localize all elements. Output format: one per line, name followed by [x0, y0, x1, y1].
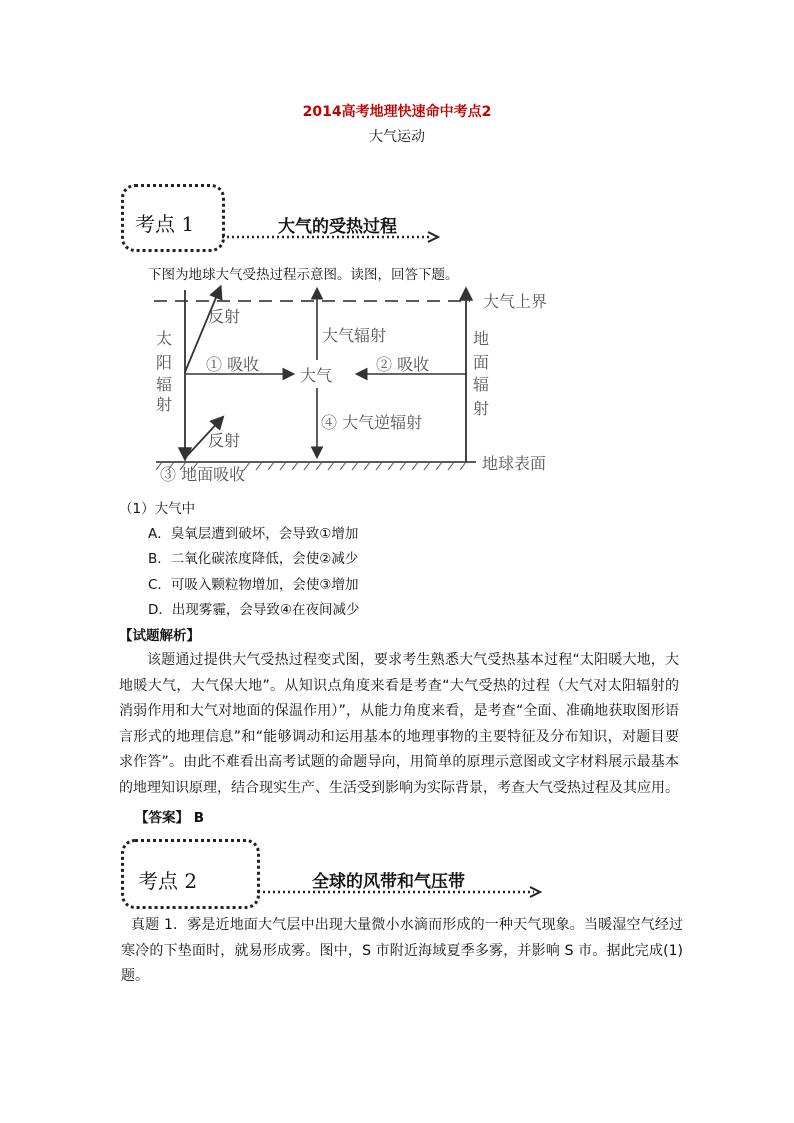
- svg-text:射: 射: [473, 399, 490, 418]
- section1-label: 考点 1: [135, 212, 195, 236]
- label-ground-absorb: ③ 地面吸收: [160, 465, 246, 484]
- answer: 【答案】 B: [135, 810, 204, 826]
- option-a: A．臭氧层遭到破坏，会导致①增加: [148, 526, 359, 542]
- document-subtitle: 大气运动: [369, 129, 425, 145]
- label-counter-radiation: ④ 大气逆辐射: [321, 413, 423, 432]
- svg-text:辐: 辐: [156, 375, 173, 394]
- option-d: D．出现雾霾，会导致④在夜间减少: [148, 602, 360, 618]
- label-solar-radiation: [156, 329, 172, 414]
- label-top-boundary: 大气上界: [483, 292, 548, 311]
- label-surface: 地球表面: [482, 454, 547, 473]
- label-ground-radiation: [473, 329, 489, 418]
- label-absorb-1: ① 吸收: [206, 355, 260, 374]
- section2-dotted-arrow: [256, 885, 546, 899]
- atmosphere-heating-diagram: [140, 280, 580, 490]
- svg-text:面: 面: [473, 353, 490, 372]
- section1-dotted-arrow: [220, 230, 445, 244]
- section2-text: 真题 1．雾是近地面大气层中出现大量微小水滴而形成的一种天气现象。当暖湿空气经过寒冷的下垫面时，就易形成雾。图中，S 市附近海域夏季多雾，并影响 S 市。据此完成(1)题。: [121, 917, 683, 984]
- svg-text:地: 地: [473, 329, 490, 348]
- svg-text:辐: 辐: [473, 375, 490, 394]
- label-reflect-top: 反射: [208, 307, 241, 326]
- label-atm-radiation: 大气辐射: [322, 326, 387, 345]
- document-title: 2014高考地理快速命中考点2: [302, 104, 492, 120]
- question-stem: （1）大气中: [119, 501, 196, 517]
- label-reflect-bottom: 反射: [208, 431, 241, 450]
- svg-text:阳: 阳: [156, 353, 173, 372]
- analysis-heading: 【试题解析】: [119, 628, 200, 644]
- label-absorb-2: ② 吸收: [376, 355, 430, 374]
- section2-label: 考点 2: [138, 869, 198, 893]
- svg-text:射: 射: [156, 395, 173, 414]
- option-b: B．二氧化碳浓度降低，会使②减少: [148, 551, 359, 567]
- label-atmosphere: 大气: [300, 366, 333, 385]
- svg-text:太: 太: [156, 329, 173, 348]
- section2-topic: 全球的风带和气压带: [312, 872, 465, 892]
- section1-intro: 下图为地球大气受热过程示意图。读图，回答下题。: [148, 267, 459, 283]
- section1-topic: 大气的受热过程: [278, 217, 397, 237]
- analysis-text: 该题通过提供大气受热过程变式图，要求考生熟悉大气受热基本过程“太阳暖大地，大地暖大气，大气保大地”。从知识点角度来看是考查“大气受热的过程（大气对太阳辐射的消弱作用和大气对地面的保温作用）”，从能力角度来看，是考查“全面、准确地获取图形语言形式的地理信息”和“能够调动和运用基本的地理事物的主要特征及分布知识，对题目要求作答”。由此不难看出高考试题的命题导向，用简单的原理示意图或文字材料展示最基本的地理知识原理，结合现实生产、生活受到影响为实际背景，考查大气受热过程及其应用。: [119, 652, 679, 796]
- option-c: C．可吸入颗粒物增加，会使③增加: [148, 577, 359, 593]
